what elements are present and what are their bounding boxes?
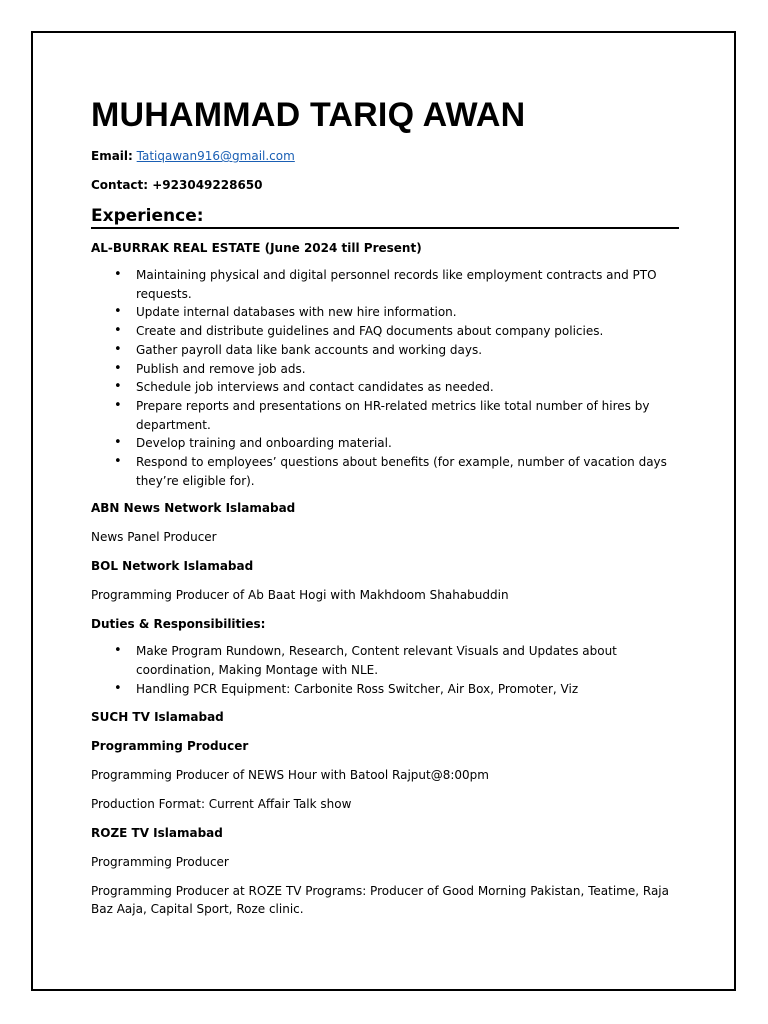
- job-title-abn: ABN News Network Islamabad: [91, 501, 296, 516]
- job-title-alburrak: AL-BURRAK REAL ESTATE (June 2024 till Present): [91, 241, 422, 255]
- candidate-name: MUHAMMAD TARIQ AWAN: [91, 96, 526, 134]
- job-title-such: SUCH TV Islamabad: [91, 709, 224, 724]
- list-item: • Make Program Rundown, Research, Content relevant Visuals and Updates about coordination, Making Montage with NLE.: [136, 642, 691, 679]
- job-role-roze: Programming Producer: [91, 854, 229, 869]
- document-page: [31, 31, 736, 991]
- list-item: • Create and distribute guidelines and FAQ documents about company policies.: [136, 322, 691, 341]
- experience-heading: Experience:: [91, 205, 679, 229]
- list-item: • Respond to employees’ questions about benefits (for example, number of vacation days they’re eligible for).: [136, 453, 691, 490]
- resume-content: [91, 95, 691, 929]
- email-label: Email:: [91, 149, 133, 163]
- job-title-bol: BOL Network Islamabad: [91, 559, 254, 574]
- list-item: • Schedule job interviews and contact candidates as needed.: [136, 378, 691, 397]
- list-item: • Develop training and onboarding material.: [136, 434, 691, 453]
- email-link[interactable]: Tatiqawan916@gmail.com: [136, 149, 295, 163]
- bol-duties-list: [91, 642, 691, 698]
- contact-line: Contact: +923049228650: [91, 178, 263, 192]
- list-item: • Update internal databases with new hire information.: [136, 303, 691, 322]
- list-item: • Gather payroll data like bank accounts and working days.: [136, 341, 691, 360]
- job-role-such: Programming Producer: [91, 738, 249, 753]
- list-item: • Maintaining physical and digital personnel records like employment contracts and PTO requests.: [136, 266, 691, 303]
- job-desc-such-2: Production Format: Current Affair Talk show: [91, 796, 352, 811]
- job-desc-roze: Programming Producer at ROZE TV Programs: Producer of Good Morning Pakistan, Teatime, Raja Baz Aaja, Capital Sport, Roze clinic.: [91, 883, 669, 916]
- list-item: • Publish and remove job ads.: [136, 360, 691, 379]
- list-item: • Handling PCR Equipment: Carbonite Ross Switcher, Air Box, Promoter, Viz: [136, 680, 691, 699]
- job-role-bol: Programming Producer of Ab Baat Hogi with Makhdoom Shahabuddin: [91, 588, 509, 603]
- job-title-roze: ROZE TV Islamabad: [91, 825, 223, 840]
- job-desc-such-1: Programming Producer of NEWS Hour with Batool Rajput@8:00pm: [91, 767, 489, 782]
- job-role-abn: News Panel Producer: [91, 530, 217, 545]
- email-line: [91, 147, 691, 165]
- duties-heading-bol: Duties & Responsibilities:: [91, 617, 266, 632]
- list-item: • Prepare reports and presentations on HR-related metrics like total number of hires by department.: [136, 397, 691, 434]
- alburrak-duties-list: [91, 266, 691, 490]
